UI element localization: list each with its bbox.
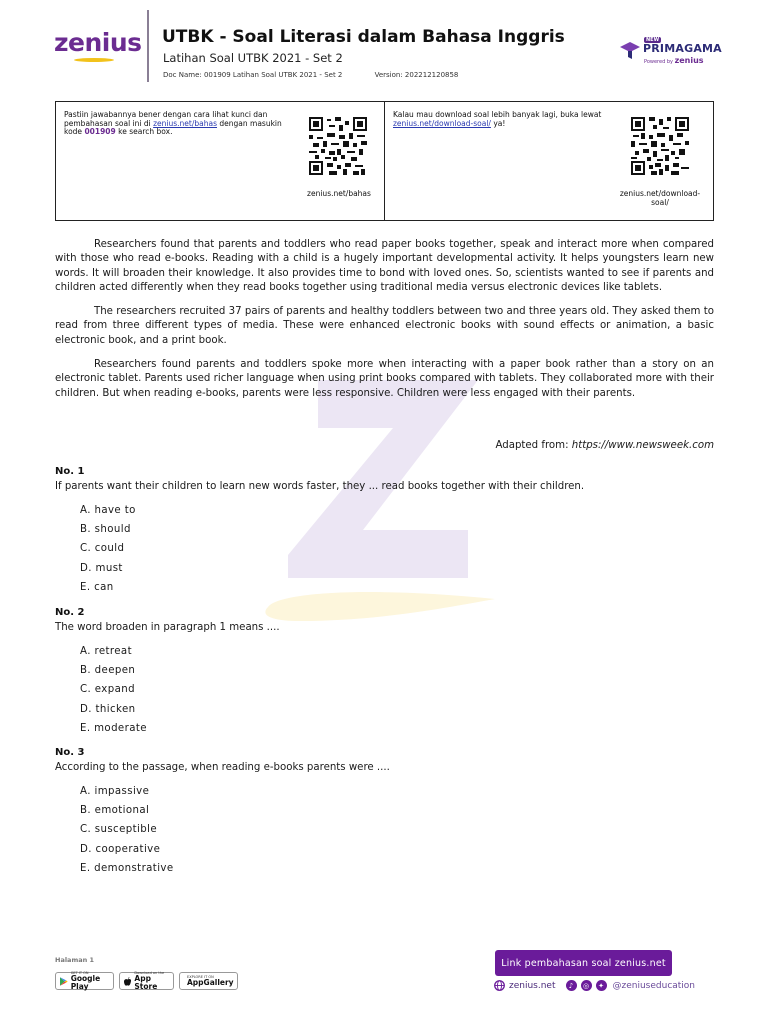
apple-icon xyxy=(124,976,131,987)
answer-option[interactable]: D. must xyxy=(80,562,123,574)
question-text: According to the passage, when reading e-books parents were .... xyxy=(55,762,390,773)
zenius-logo-underline xyxy=(74,58,114,62)
answer-option[interactable]: A. retreat xyxy=(80,646,132,657)
social-links xyxy=(494,980,695,991)
passage-source: Adapted from: https://www.newsweek.com xyxy=(495,440,714,451)
header-divider xyxy=(147,10,149,82)
download-instructions: Kalau mau download soal lebih banyak lagi, buka lewat zenius.net/download-soal/ ya! xyxy=(393,110,602,128)
doc-name: Doc Name: 001909 Latihan Soal UTBK 2021 - Set 2 xyxy=(163,71,343,79)
page-number: Halaman 1 xyxy=(55,956,95,964)
answer-option[interactable]: E. can xyxy=(80,581,114,593)
answer-option[interactable]: C. could xyxy=(80,543,125,555)
question-number: No. 3 xyxy=(55,747,85,758)
tiktok-icon[interactable]: ♪ xyxy=(566,980,577,991)
question-number: No. 1 xyxy=(55,466,85,477)
answer-options xyxy=(80,782,174,878)
link-pembahasan-button[interactable]: Link pembahasan soal zenius.net xyxy=(495,950,672,976)
website-link[interactable]: zenius.net xyxy=(509,980,556,991)
answer-option[interactable]: B. should xyxy=(80,524,131,536)
zenius-watermark-swoosh-icon xyxy=(260,585,500,623)
download-soal-link[interactable]: zenius.net/download-soal/ xyxy=(393,118,491,128)
info-cell-answer-key xyxy=(56,102,384,220)
app-store-badges xyxy=(55,972,238,990)
passage-paragraph: Researchers found parents and toddlers spoke more when interacting with a paper book rather than a story on an electronic tablet. Parents used richer language when using print books compared with tablets. They collaborated more with their children. But when reading e-books, parents were less responsive. Children were less engaged with their parents. xyxy=(55,359,714,399)
twitter-icon[interactable]: ✦ xyxy=(596,980,607,991)
answer-option[interactable]: B. emotional xyxy=(80,805,150,817)
graduation-cap-icon xyxy=(620,41,640,59)
answer-option[interactable]: B. deepen xyxy=(80,665,136,677)
reading-passage xyxy=(55,238,714,411)
answer-option[interactable]: C. susceptible xyxy=(80,824,157,836)
answer-option[interactable]: D. cooperative xyxy=(80,843,161,855)
answer-option[interactable]: A. have to xyxy=(80,505,136,516)
question-text: The word broaden in paragraph 1 means .... xyxy=(55,622,280,633)
source-url: https://www.newsweek.com xyxy=(571,440,714,451)
doc-code: 001909 xyxy=(84,127,116,136)
globe-icon xyxy=(494,980,505,991)
document-title: UTBK - Soal Literasi dalam Bahasa Inggris xyxy=(162,27,565,47)
instagram-icon[interactable]: ◎ xyxy=(581,980,592,991)
answer-option[interactable]: E. moderate xyxy=(80,722,147,734)
social-handle[interactable]: @zeniuseducation xyxy=(612,980,696,991)
appgallery-badge[interactable]: EXPLORE IT ON AppGallery xyxy=(179,972,238,990)
qr-caption-bahas: zenius.net/bahas xyxy=(307,189,371,198)
passage-paragraph: Researchers found that parents and toddlers who read paper books together, speak and interact more when compared with those who read e-books. Reading with a child is a hugely important developmental activity. It helps youngsters learn new words. It will broaden their knowledge. It also provides time to bond with loved ones. So, scientists wanted to see if parents and children acted differently when they read books together using traditional media versus electronic devices like tablets. xyxy=(55,239,714,293)
primagama-new-badge: NEW xyxy=(646,37,660,43)
info-cell-download xyxy=(384,102,713,220)
passage-paragraph: The researchers recruited 37 pairs of parents and healthy toddlers between two and three years old. They asked them to read from three different types of media. These were enhanced electronic books with sound effects or animation, a basic electronic book, and a print book. xyxy=(55,306,714,346)
answer-options xyxy=(80,501,136,597)
info-box xyxy=(55,101,714,221)
primagama-logo xyxy=(620,37,720,65)
answer-options xyxy=(80,642,147,738)
qr-caption-download: zenius.net/download-soal/ xyxy=(619,189,701,207)
qr-code-icon[interactable] xyxy=(309,117,367,175)
google-play-badge[interactable]: GET IT ON Google Play xyxy=(55,972,114,990)
document-subtitle: Latihan Soal UTBK 2021 - Set 2 xyxy=(163,51,343,65)
primagama-name: PRIMAGAMA xyxy=(643,42,722,55)
question-text: If parents want their children to learn new words faster, they ... read books together with their children. xyxy=(55,481,585,492)
qr-code-icon[interactable] xyxy=(631,117,689,175)
answer-option[interactable]: E. demonstrative xyxy=(80,862,174,874)
answer-option[interactable]: A. impassive xyxy=(80,786,150,797)
google-play-icon xyxy=(60,976,68,987)
app-store-badge[interactable]: Download on the App Store xyxy=(119,972,174,990)
answer-option[interactable]: D. thicken xyxy=(80,703,136,715)
zenius-logo: zenius xyxy=(54,28,142,57)
answer-option[interactable]: C. expand xyxy=(80,684,135,696)
document-meta xyxy=(163,71,488,79)
primagama-powered-by: Powered by zenius xyxy=(644,56,704,65)
doc-version: Version: 202212120858 xyxy=(374,71,459,79)
question-number: No. 2 xyxy=(55,607,85,618)
answer-key-instructions: Pastiin jawabannya bener dengan cara lihat kunci dan pembahasan soal ini di zenius.net/bahas dengan masukin kode 001909 ke search box. xyxy=(64,110,282,136)
bahas-link[interactable]: zenius.net/bahas xyxy=(153,118,218,128)
